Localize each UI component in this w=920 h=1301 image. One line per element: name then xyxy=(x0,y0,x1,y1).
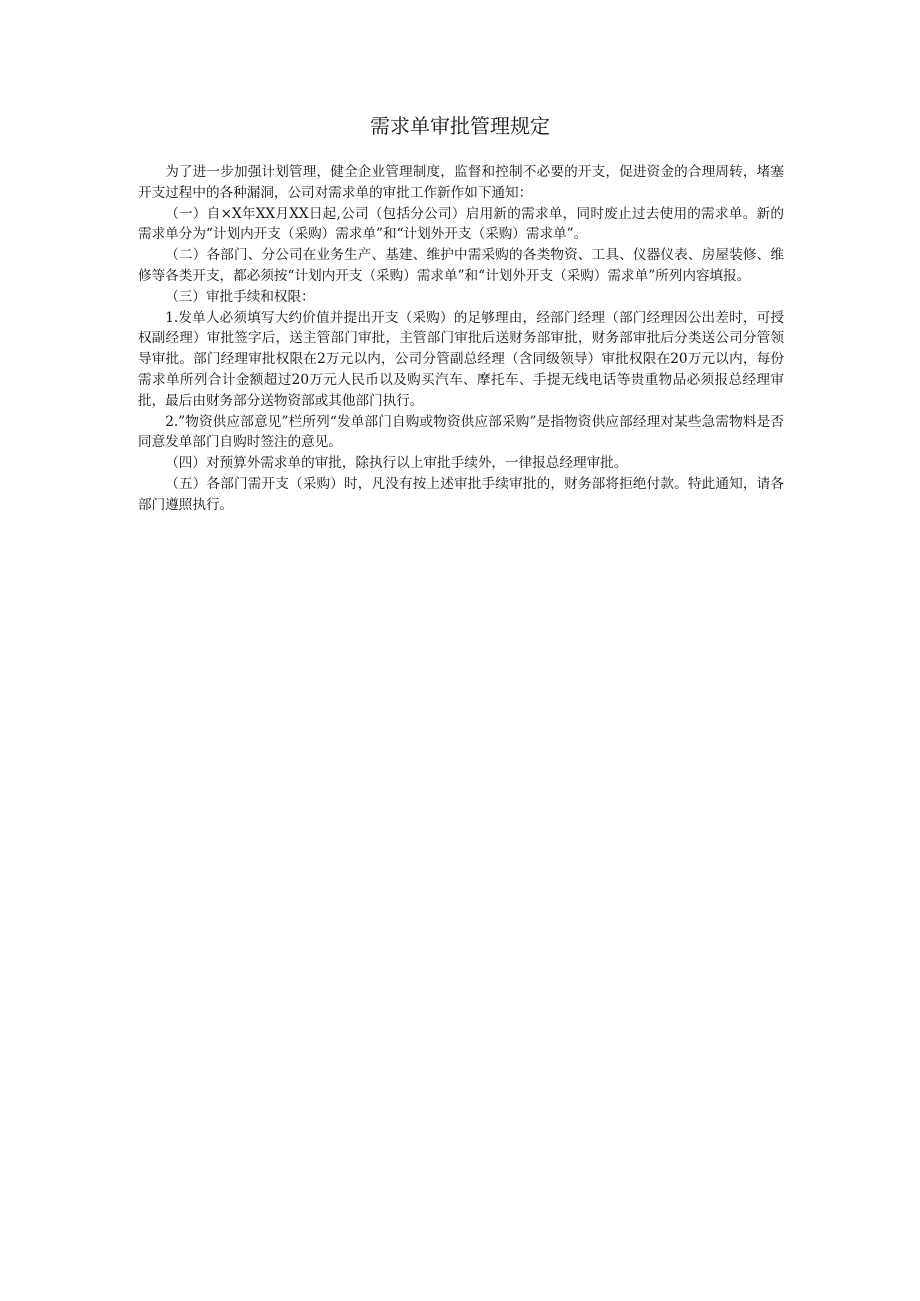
paragraph-item-1: （一）自×X年XX月XX日起,公司（包括分公司）启用新的需求单，同时废止过去使用的需求单。新的需求单分为“计划内开支（采购）需求单”和“计划外开支（采购）需求单”。 xyxy=(138,205,784,243)
paragraph-item-3-2: 2.”物资供应部意见”栏所列“发单部门自购或物资供应部采购”是指物资供应部经理对某些急需物料是否同意发单部门自购时签注的意见。 xyxy=(138,413,784,451)
paragraph-item-3: （三）审批手续和权限： xyxy=(165,288,315,305)
paragraph-item-2: （二）各部门、分公司在业务生产、基建、维护中需采购的各类物资、工具、仪器仪表、房屋装修、维修等各类开支，都必须按“计划内开支（采购）需求单”和“计划外开支（采购）需求单”所列内容填报。 xyxy=(138,247,784,284)
document-body xyxy=(138,162,784,516)
paragraph-item-4: （四）对预算外需求单的审批，除执行以上审批手续外，一律报总经理审批。 xyxy=(165,455,628,472)
paragraph-item-3-1: 1.发单人必须填写大约价值并提出开支（采购）的足够理由，经部门经理（部门经理因公出差时，可授权副经理）审批签字后，送主管部门审批，主管部门审批后送财务部审批，财务部审批后分类送公司分管领导审批。部门经理审批权限在2万元以内，公司分管副总经理（含同级领导）审批权限在20万元以内，每份需求单所列合计金额超过20万元人民币以及购买汽车、摩托车、手提无线电话等贵重物品必须报总经理审批，最后由财务部分送物资部或其他部门执行。 xyxy=(138,309,784,409)
paragraph-item-5: （五）各部门需开支（采购）时，凡没有按上述审批手续审批的，财务部将拒绝付款。特此通知，请各部门遵照执行。 xyxy=(138,475,784,513)
paragraph-intro: 为了进一步加强计划管理，健全企业管理制度，监督和控制不必要的开支，促进资金的合理周转，堵塞开支过程中的各种漏洞，公司对需求单的审批工作新作如下通知： xyxy=(138,164,784,201)
document-title: 需求单审批管理规定 xyxy=(370,114,550,138)
